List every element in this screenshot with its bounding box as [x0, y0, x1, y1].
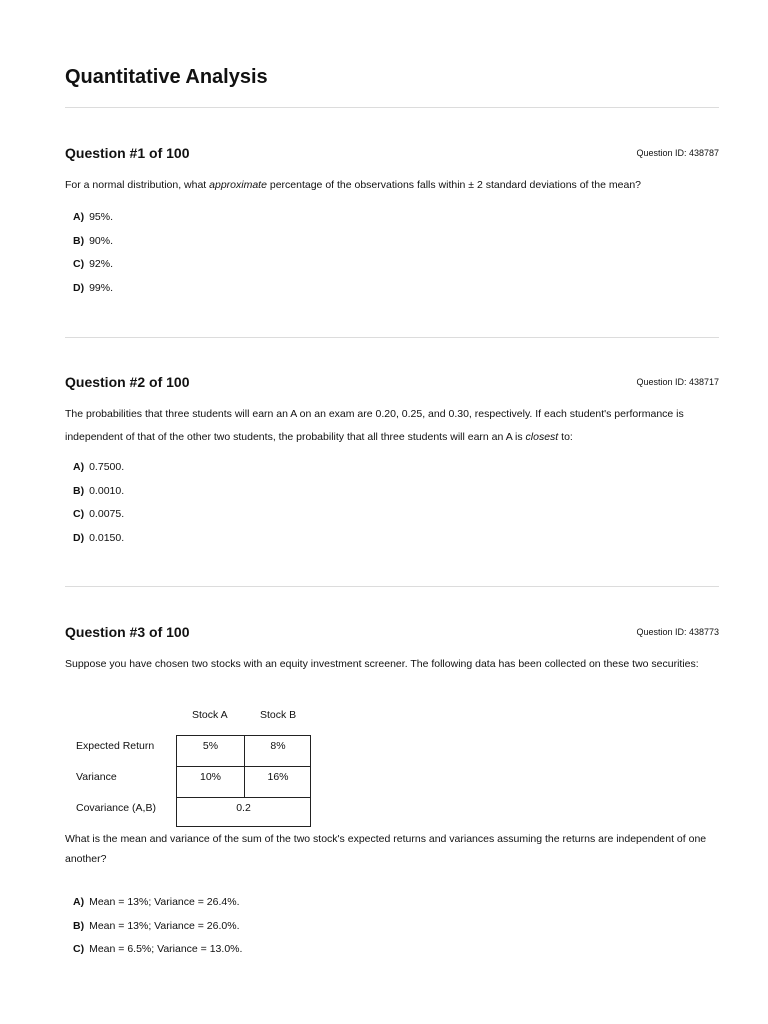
row-label-variance: Variance — [76, 771, 117, 783]
stock-data-table — [65, 700, 325, 832]
column-header-stock-b: Stock B — [260, 709, 297, 721]
question-3-stem-text: Suppose you have chosen two stocks with an equity investment screener. The following data has been collected on these two securities: — [65, 658, 699, 670]
option-text: 90%. — [89, 234, 114, 247]
question-3-options — [73, 894, 242, 965]
question-1-divider — [65, 337, 719, 338]
question-2-stem-text-end: to: — [558, 431, 573, 443]
option-text: 0.0010. — [89, 484, 125, 497]
question-1-option-d[interactable] — [73, 280, 113, 304]
question-2-divider — [65, 586, 719, 587]
option-letter: B) — [73, 484, 85, 497]
question-1-title: Question #1 of 100 — [65, 145, 190, 161]
question-1-id: Question ID: 438787 — [636, 148, 719, 158]
option-letter: B) — [73, 919, 85, 932]
cell-stock-b-expected-return: 8% — [270, 740, 286, 752]
title-divider — [65, 107, 719, 108]
question-3-option-b[interactable] — [73, 918, 242, 942]
option-letter: A) — [73, 211, 85, 223]
option-text: Mean = 13%; Variance = 26.0%. — [89, 919, 240, 932]
option-text: 0.0150. — [89, 531, 125, 544]
question-1-heading — [65, 145, 719, 165]
question-1-option-c[interactable] — [73, 256, 113, 280]
question-3-follow-up-text: What is the mean and variance of the sum of the two stock's expected returns and variances assuming the returns are independent of one another? — [65, 833, 707, 865]
option-letter: A) — [73, 896, 85, 908]
question-2-option-c[interactable] — [73, 506, 124, 530]
question-3-id: Question ID: 438773 — [636, 627, 719, 637]
question-3-title: Question #3 of 100 — [65, 624, 190, 640]
option-letter: D) — [73, 281, 85, 294]
question-1-stem-emphasis: approximate — [209, 179, 267, 191]
row-label-covariance: Covariance (A,B) — [76, 802, 156, 814]
question-2-option-d[interactable] — [73, 530, 124, 554]
option-text: 92%. — [89, 258, 114, 270]
question-2-stem — [65, 403, 719, 449]
option-letter: C) — [73, 508, 85, 520]
cell-stock-b-variance: 16% — [267, 771, 289, 783]
option-text: Mean = 6.5%; Variance = 13.0%. — [89, 943, 243, 955]
document-title: Quantitative Analysis — [65, 66, 268, 88]
question-2-option-b[interactable] — [73, 483, 124, 507]
option-letter: B) — [73, 234, 85, 247]
option-text: 0.0075. — [89, 508, 125, 520]
question-2-id: Question ID: 438717 — [636, 377, 719, 387]
question-3-follow-up — [65, 829, 719, 869]
cell-stock-a-expected-return: 5% — [202, 740, 219, 752]
option-letter: C) — [73, 258, 85, 270]
question-1-option-a[interactable] — [73, 209, 113, 233]
question-2-options — [73, 459, 124, 553]
cell-stock-a-variance: 10% — [199, 771, 221, 783]
question-1-options — [73, 209, 113, 303]
question-2-option-a[interactable] — [73, 459, 124, 483]
question-3-option-c[interactable] — [73, 941, 242, 965]
option-text: 99%. — [89, 281, 114, 294]
question-3-heading — [65, 624, 719, 644]
option-text: Mean = 13%; Variance = 26.4%. — [89, 896, 240, 908]
question-1-stem-text: For a normal distribution, what — [65, 179, 210, 191]
table-grid — [176, 735, 311, 827]
option-letter: D) — [73, 531, 85, 544]
option-text: 0.7500. — [89, 461, 125, 473]
row-label-expected-return: Expected Return — [76, 740, 155, 752]
question-2-heading — [65, 374, 719, 394]
question-1-stem-text-end: percentage of the observations falls within ± 2 standard deviations of the mean? — [266, 179, 642, 191]
question-1-option-b[interactable] — [73, 233, 113, 257]
question-2-stem-emphasis: closest — [525, 431, 559, 443]
column-header-stock-a: Stock A — [192, 709, 228, 721]
question-2-stem-text: The probabilities that three students will earn an A on an exam are 0.20, 0.25, and 0.30, respectively. If each student's performance is independent of that of the other two students, the probability that all three students will earn an A is — [65, 408, 684, 443]
cell-covariance: 0.2 — [236, 802, 251, 814]
option-letter: A) — [73, 461, 85, 473]
question-2-title: Question #2 of 100 — [65, 374, 190, 390]
option-letter: C) — [73, 943, 85, 955]
question-3-option-a[interactable] — [73, 894, 242, 918]
grid-row-divider — [177, 797, 310, 798]
option-text: 95%. — [89, 211, 114, 223]
question-3-stem — [65, 653, 719, 676]
question-1-stem — [65, 174, 719, 197]
